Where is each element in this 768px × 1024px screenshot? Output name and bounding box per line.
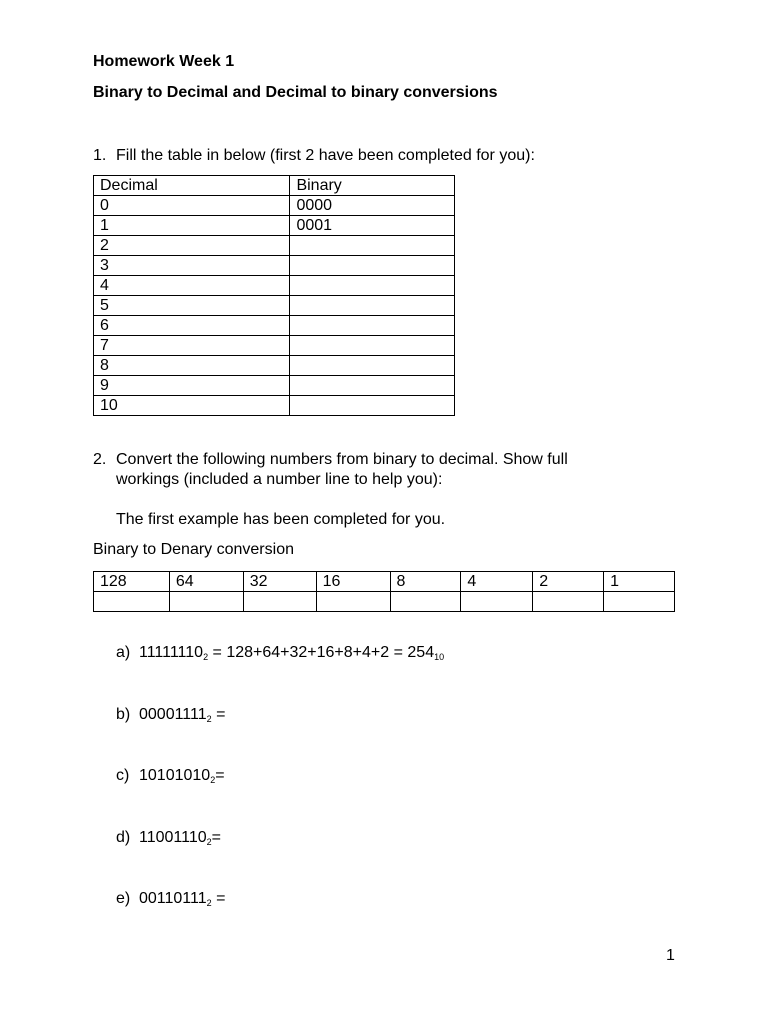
decimal-cell: 5 [94,296,290,316]
decimal-cell: 7 [94,336,290,356]
item-label: c) [116,767,130,784]
table-row [94,396,455,416]
column-header: Decimal [94,176,290,196]
binary-cell[interactable] [290,396,455,416]
place-value-cell: 2 [533,572,604,592]
working-text: = 128+64+32+16+8+4+2 = 254 [208,644,435,661]
bit-answer-cell[interactable] [243,592,316,612]
place-value-header-row [94,572,675,592]
place-value-cell: 8 [390,572,461,592]
binary-number: 00001111 [139,706,207,723]
bit-answer-cell[interactable] [316,592,390,612]
decimal-cell: 0 [94,196,290,216]
table-row [94,256,455,276]
place-value-answer-row [94,592,675,612]
base-subscript: 2 [203,652,209,662]
example-note: The first example has been completed for you. [116,511,446,528]
decimal-cell: 8 [94,356,290,376]
base-subscript: 2 [206,714,212,724]
working-text: = [211,706,226,723]
table-row [94,316,455,336]
place-value-cell: 4 [461,572,533,592]
item-label: b) [116,706,131,723]
decimal-cell: 4 [94,276,290,296]
question-text-line1: Convert the following numbers from binary to decimal. Show full [116,451,568,468]
binary-cell[interactable] [290,336,455,356]
binary-cell[interactable] [290,376,455,396]
decimal-cell: 2 [94,236,290,256]
question-text: Fill the table in below (first 2 have been completed for you): [116,147,535,164]
binary-cell[interactable] [290,236,455,256]
conversion-label: Binary to Denary conversion [93,541,294,558]
item-label: a) [116,644,131,661]
binary-cell: 0000 [290,196,455,216]
base-subscript: 2 [206,898,212,908]
question-text-line2: workings (included a number line to help you): [116,471,443,488]
binary-number: 11111110 [139,644,204,661]
binary-cell[interactable] [290,296,455,316]
decimal-cell: 6 [94,316,290,336]
item-label: e) [116,890,131,907]
result-base-subscript: 10 [434,652,445,662]
place-value-cell: 64 [169,572,243,592]
bit-answer-cell[interactable] [169,592,243,612]
decimal-binary-table [93,175,455,416]
decimal-cell: 3 [94,256,290,276]
table-row [94,356,455,376]
bit-answer-cell[interactable] [390,592,461,612]
base-subscript: 2 [210,775,216,785]
question-number: 1. [93,147,107,164]
table-row [94,196,455,216]
question-number: 2. [93,451,107,468]
decimal-cell: 9 [94,376,290,396]
base-subscript: 2 [206,837,212,847]
page-title: Homework Week 1 [93,53,235,70]
place-value-cell: 1 [604,572,675,592]
place-value-cell: 16 [316,572,390,592]
working-text: = [211,829,221,846]
page-number: 1 [666,947,675,964]
working-text: = [211,890,226,907]
table-row [94,336,455,356]
binary-number: 00110111 [139,890,207,907]
table-row [94,296,455,316]
conversion-item [116,766,225,785]
place-value-cell: 32 [243,572,316,592]
bit-answer-cell[interactable] [604,592,675,612]
table-row [94,216,455,236]
conversion-item [116,889,225,908]
table-row [94,376,455,396]
binary-cell[interactable] [290,276,455,296]
bit-answer-cell[interactable] [94,592,170,612]
table-row [94,236,455,256]
working-text: = [215,767,225,784]
place-value-table [93,571,675,612]
conversion-item [116,828,221,847]
conversion-item [116,705,225,724]
conversion-item [116,643,444,662]
page-subtitle: Binary to Decimal and Decimal to binary conversions [93,84,498,101]
binary-number: 10101010 [139,767,211,784]
binary-cell[interactable] [290,356,455,376]
binary-cell[interactable] [290,316,455,336]
binary-cell[interactable] [290,256,455,276]
item-label: d) [116,829,131,846]
binary-number: 11001110 [139,829,207,846]
decimal-cell: 10 [94,396,290,416]
place-value-cell: 128 [94,572,170,592]
column-header: Binary [290,176,455,196]
table-row [94,276,455,296]
bit-answer-cell[interactable] [461,592,533,612]
bit-answer-cell[interactable] [533,592,604,612]
decimal-cell: 1 [94,216,290,236]
table-header-row [94,176,455,196]
binary-cell: 0001 [290,216,455,236]
